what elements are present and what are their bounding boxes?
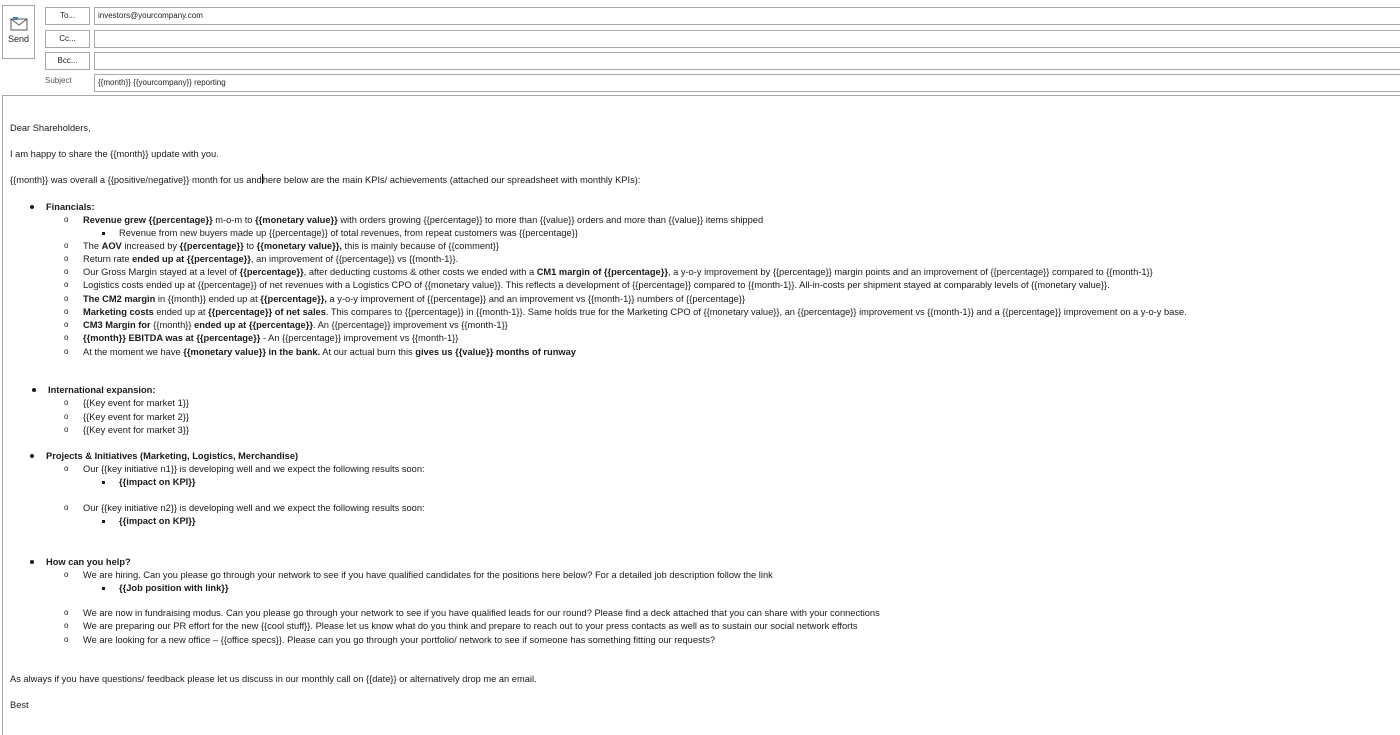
project-initiative-2-impact: {{impact on KPI}} — [119, 516, 196, 526]
financials-revenue: Revenue grew {{percentage}} m-o-m to {{monetary value}} with orders growing {{percentage}} to more than {{value}} orders and more than {{value}} items shipped — [83, 215, 764, 225]
bullet-circle: o — [64, 267, 69, 276]
bullet-circle: o — [64, 503, 69, 512]
financials-cm3: CM3 Margin for {{month}} ended up at {{percentage}}. An {{percentage}} improvement vs {{month-1}} — [83, 320, 508, 330]
financials-cm2: The CM2 margin in {{month}} ended up at {{percentage}}, a y-o-y improvement of {{percentage}} and an improvement vs {{month-1}} numbers of {{percentage}} — [83, 294, 746, 304]
help-hiring: We are hiring. Can you please go through your network to see if you have qualified candidates for the positions here below? For a detailed job description follow the link — [83, 570, 773, 580]
project-initiative-1-impact: {{impact on KPI}} — [119, 477, 196, 487]
intl-item-2: {{Key event for market 2}} — [83, 412, 189, 422]
bullet-circle: o — [64, 280, 69, 289]
send-button[interactable] — [2, 5, 35, 59]
projects-heading: Projects & Initiatives (Marketing, Logistics, Merchandise) — [46, 451, 299, 461]
financials-gross-margin: Our Gross Margin stayed at a level of {{percentage}}, after deducting customs & other costs we ended with a CM1 margin of {{percentage}}, a y-o-y improvement by {{percentage}} margin points and an improvement of {{percentage}} compared to {{month-1}} — [83, 267, 1153, 277]
bullet-circle: o — [64, 398, 69, 407]
subject-label: Subject — [45, 76, 72, 85]
intl-heading: International expansion: — [48, 385, 156, 395]
bullet-square — [102, 481, 105, 484]
envelope-icon — [10, 17, 28, 31]
bullet — [30, 454, 34, 458]
financials-marketing: Marketing costs ended up at {{percentage}} of net sales. This compares to {{percentage}} in {{month-1}}. Same holds true for the Marketing CPO of {{monetary value}}, an {{percentage}} improvement vs {{month-1}} and a {{percentage}} improvement on a y-o-y base. — [83, 307, 1187, 317]
project-initiative-1: Our {{key initiative n1}} is developing well and we expect the following results soon: — [83, 464, 425, 474]
to-button[interactable]: To... — [45, 7, 90, 25]
bullet — [32, 388, 36, 392]
bcc-button[interactable]: Bcc... — [45, 52, 90, 70]
project-initiative-2: Our {{key initiative n2}} is developing well and we expect the following results soon: — [83, 503, 425, 513]
bullet-circle: o — [64, 412, 69, 421]
closing-line: As always if you have questions/ feedback please let us discuss in our monthly call on {{date}} or alternatively drop me an email. — [10, 674, 537, 684]
bullet-circle: o — [64, 570, 69, 579]
intro-line: I am happy to share the {{month}} update with you. — [10, 149, 219, 159]
bullet-circle: o — [64, 254, 69, 263]
financials-heading: Financials: — [46, 202, 95, 212]
bullet-circle: o — [64, 307, 69, 316]
to-field[interactable]: investors@yourcompany.com — [94, 7, 1400, 25]
cc-field[interactable] — [94, 30, 1400, 48]
greeting: Dear Shareholders, — [10, 123, 91, 133]
help-office: We are looking for a new office – {{office specs}}. Please can you go through your portfolio/ network to see if someone has something fitting our requests? — [83, 635, 716, 645]
bullet-circle: o — [64, 294, 69, 303]
intl-item-1: {{Key event for market 1}} — [83, 398, 189, 408]
bullet-square — [102, 587, 105, 590]
bullet-square — [102, 520, 105, 523]
financials-return-rate: Return rate ended up at {{percentage}}, an improvement of {{percentage}} vs {{month-1}}. — [83, 254, 459, 264]
cc-button[interactable]: Cc... — [45, 30, 90, 48]
bullet-circle: o — [64, 320, 69, 329]
financials-runway: At the moment we have {{monetary value}} in the bank. At our actual burn this gives us {{value}} months of runway — [83, 347, 576, 357]
send-label: Send — [7, 34, 30, 44]
bullet-circle: o — [64, 635, 69, 644]
signoff: Best — [10, 700, 29, 710]
bullet-circle: o — [64, 425, 69, 434]
bullet — [30, 560, 34, 564]
financials-aov: The AOV increased by {{percentage}} to {{monetary value}}, this is mainly because of {{comment}} — [83, 241, 500, 251]
help-fundraising: We are now in fundraising modus. Can you please go through your network to see if you have qualified leads for our round? Please find a deck attached that you can share with your connections — [83, 608, 880, 618]
compose-header — [0, 0, 1400, 92]
summary-line: {{month}} was overall a {{positive/negative}} month for us andhere below are the main KPIs/ achievements (attached our spreadsheet with monthly KPIs): — [10, 175, 641, 185]
bullet-circle: o — [64, 333, 69, 342]
bullet-circle: o — [64, 464, 69, 473]
financials-revenue-sub: Revenue from new buyers made up {{percentage}} of total revenues, from repeat customers was {{percentage}} — [119, 228, 578, 238]
bullet-square — [102, 232, 105, 235]
bullet-circle: o — [64, 621, 69, 630]
bullet-circle: o — [64, 608, 69, 617]
bcc-field[interactable] — [94, 52, 1400, 70]
subject-field[interactable]: {{month}} {{yourcompany}} reporting — [94, 74, 1400, 92]
intl-item-3: {{Key event for market 3}} — [83, 425, 189, 435]
help-pr: We are preparing our PR effort for the new {{cool stuff}}. Please let us know what do you think and prepare to reach out to your press contacts as well as to sustain our social network efforts — [83, 621, 858, 631]
bullet — [30, 205, 34, 209]
bullet-circle: o — [64, 215, 69, 224]
financials-logistics: Logistics costs ended up at {{percentage}} of net revenues with a Logistics CPO of {{monetary value}}. This reflects a development of {{percentage}} compared to {{month-1}}. All-in-costs per shipment stayed at comparably levels of {{monetary value}}. — [83, 280, 1110, 290]
bullet-circle: o — [64, 347, 69, 356]
help-heading: How can you help? — [46, 557, 131, 567]
help-job-link: {{Job position with link}} — [119, 583, 229, 593]
financials-ebitda: {{month}} EBITDA was at {{percentage}} - An {{percentage}} improvement vs {{month-1}} — [83, 333, 459, 343]
bullet-circle: o — [64, 241, 69, 250]
